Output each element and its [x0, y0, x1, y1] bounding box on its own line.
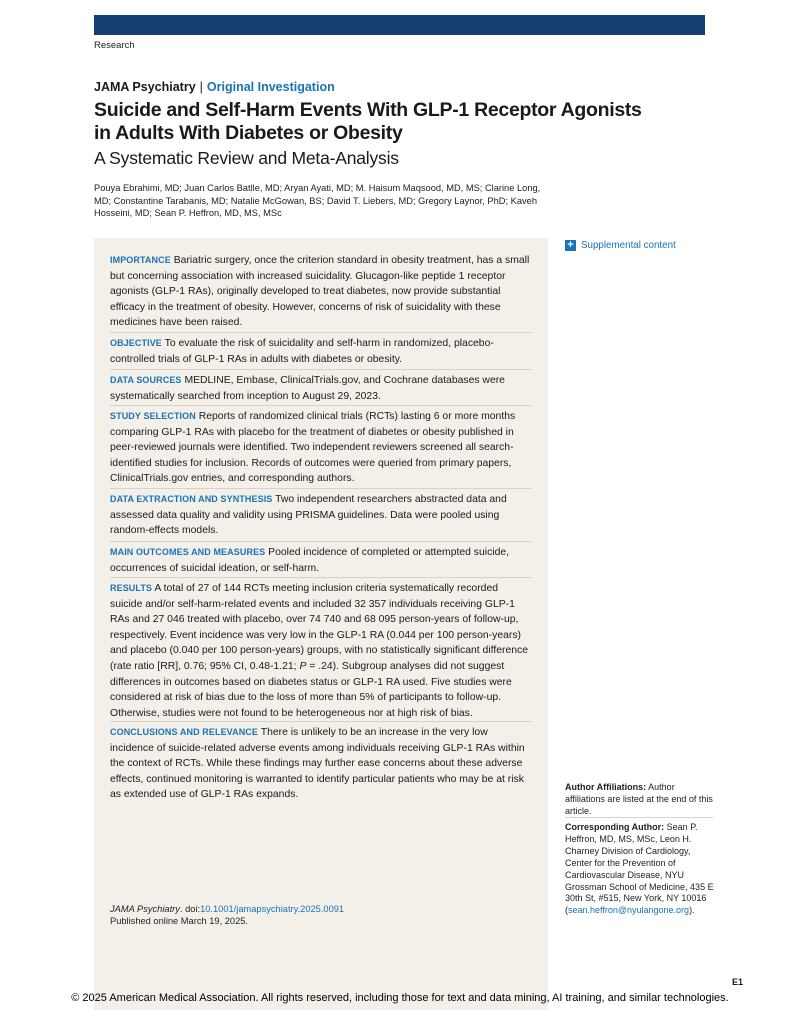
citation-journal: JAMA Psychiatry: [110, 904, 180, 914]
supplemental-content-link[interactable]: [565, 240, 676, 251]
data-extraction-text: Two independent researchers abstracted data and assessed data quality and validity using PRISMA guidelines. Data were pooled using random-effects models.: [110, 494, 507, 537]
objective-heading: OBJECTIVE: [110, 338, 162, 348]
journal-line: [94, 80, 335, 94]
abstract-results: [110, 581, 532, 721]
results-text-part-1: A total of 27 of 144 RCTs meeting inclusion criteria systematically recorded suicide and/or self-harm-related events and included 32 357 individuals receiving GLP-1 RAs and 27 046 treated with placebo, over 74 740 and 68 095 person-years of follow-up, respectively. Event incidence was very low in the GLP-1 RA (0.044 per 100 person-years) and placebo (0.040 per 100 person-years) groups, with no statistically significant difference (rate ratio [RR], 0.76; 95% CI, 0.48-1.21;: [110, 583, 528, 672]
abstract-conclusions: [110, 725, 532, 803]
email-open: (: [565, 905, 568, 916]
affiliations-heading: Author Affiliations:: [565, 782, 647, 792]
divider: [110, 369, 532, 370]
divider: [110, 332, 532, 333]
email-close: ).: [689, 905, 695, 916]
citation-line: [110, 903, 344, 915]
results-p-symbol: P: [299, 660, 307, 672]
conclusions-heading: CONCLUSIONS AND RELEVANCE: [110, 727, 259, 737]
corresponding-text: Sean P. Heffron, MD, MS, MSc, Leon H. Charney Division of Cardiology, Center for the Prevention of Cardiovascular Disease, NYU Grossman School of Medicine, 435 E 30th St, #515, New York, NY 10016: [565, 822, 714, 904]
main-outcomes-text: Pooled incidence of completed or attempted suicide, occurrences of suicidal ideation, or self-harm.: [110, 547, 510, 574]
author-affiliations: [565, 782, 715, 818]
divider: [110, 541, 532, 542]
title-line-2: in Adults With Diabetes or Obesity: [94, 122, 403, 144]
corresponding-author: [565, 822, 715, 917]
journal-separator: |: [199, 80, 203, 94]
citation-footer: [110, 903, 344, 927]
article-subtitle: A Systematic Review and Meta-Analysis: [94, 148, 399, 168]
abstract-study-selection: [110, 409, 532, 487]
divider: [110, 488, 532, 489]
section-label: Research: [94, 40, 135, 51]
divider: [110, 577, 532, 578]
published-date: Published online March 19, 2025.: [110, 916, 248, 926]
page-number: E1: [732, 977, 744, 987]
objective-text: To evaluate the risk of suicidality and self-harm in randomized, placebo-controlled trials of GLP-1 RAs in adults with diabetes or obesity.: [110, 338, 494, 365]
conclusions-text: There is unlikely to be an increase in the very low incidence of suicide-related adverse events among individuals receiving GLP-1 RAs within the context of RCTs. While these findings may further ease concerns about these adverse effects, continued monitoring is warranted to identify particular patients who may be at risk as extended use of GLP-1 RAs expands.: [110, 727, 525, 801]
plus-icon: +: [565, 240, 576, 251]
study-selection-heading: STUDY SELECTION: [110, 411, 196, 421]
corresponding-heading: Corresponding Author:: [565, 822, 665, 832]
abstract-data-sources: [110, 373, 532, 404]
abstract-data-extraction: [110, 492, 532, 539]
abstract-importance: [110, 253, 532, 331]
divider: [110, 405, 532, 406]
affiliations-text: Author affiliations are listed at the end of this article.: [565, 782, 713, 816]
author-list: Pouya Ebrahimi, MD; Juan Carlos Batlle, MD; Aryan Ayati, MD; M. Haisum Maqsood, MD, MS; Clarine Long, MD; Constantine Tarabanis, MD; Natalie McGowan, BS; David T. Liebers, MD; Gregory Laynor, PhD; Kaveh Hosseini, MD; Sean P. Heffron, MD, MS, MSc: [94, 183, 541, 219]
doi-prefix: . doi:: [179, 904, 201, 914]
article-type-link[interactable]: Original Investigation: [206, 80, 335, 94]
results-heading: RESULTS: [110, 583, 153, 593]
email-link[interactable]: sean.heffron@nyulangone.org: [568, 905, 690, 916]
copyright-notice: © 2025 American Medical Association. All rights reserved, including those for text and data mining, AI training, and similar technologies.: [71, 992, 729, 1004]
article-title: [94, 99, 654, 145]
importance-heading: IMPORTANCE: [110, 255, 171, 265]
journal-name: JAMA Psychiatry: [94, 80, 196, 94]
supplemental-label: Supplemental content: [581, 240, 676, 251]
doi-link[interactable]: 10.1001/jamapsychiatry.2025.0091: [200, 904, 345, 914]
importance-text: Bariatric surgery, once the criterion standard in obesity treatment, has a small but concerning association with increased suicidality. Glucagon-like peptide 1 receptor agonists (GLP-1 RAs), originally developed to treat diabetes, now provide substantial efficacy in the treatment of obesity. However, concerns of risk of suicidality with these medicines have been raised.: [110, 255, 530, 329]
top-banner: [94, 15, 705, 35]
divider: [565, 817, 713, 818]
data-sources-heading: DATA SOURCES: [110, 375, 182, 385]
main-outcomes-heading: MAIN OUTCOMES AND MEASURES: [110, 547, 266, 557]
abstract-objective: [110, 336, 532, 367]
results-text-part-2: = .24). Subgroup analyses did not suggest differences in outcomes based on diabetes status or GLP-1 RA used. Five studies were considered at risk of bias due to the loss of more than 5% of participants to follow-up. Otherwise, studies were not found to be heterogeneous nor at high risk of bias.: [110, 660, 512, 719]
title-line-1: Suicide and Self-Harm Events With GLP-1 Receptor Agonists: [94, 99, 642, 121]
study-selection-text: Reports of randomized clinical trials (RCTs) lasting 6 or more months comparing GLP-1 RAs with placebo for the treatment of diabetes or obesity published in peer-reviewed journals were identified. Two independent reviewers screened all search-identified studies for inclusion. Records of outcomes were queried from primary papers, ClinicalTrials.gov entries, and corresponding authors.: [110, 411, 516, 485]
data-extraction-heading: DATA EXTRACTION AND SYNTHESIS: [110, 494, 273, 504]
data-sources-text: MEDLINE, Embase, ClinicalTrials.gov, and Cochrane databases were systematically searched from inception to August 29, 2023.: [110, 375, 505, 402]
abstract-main-outcomes: [110, 545, 532, 576]
divider: [110, 721, 532, 722]
